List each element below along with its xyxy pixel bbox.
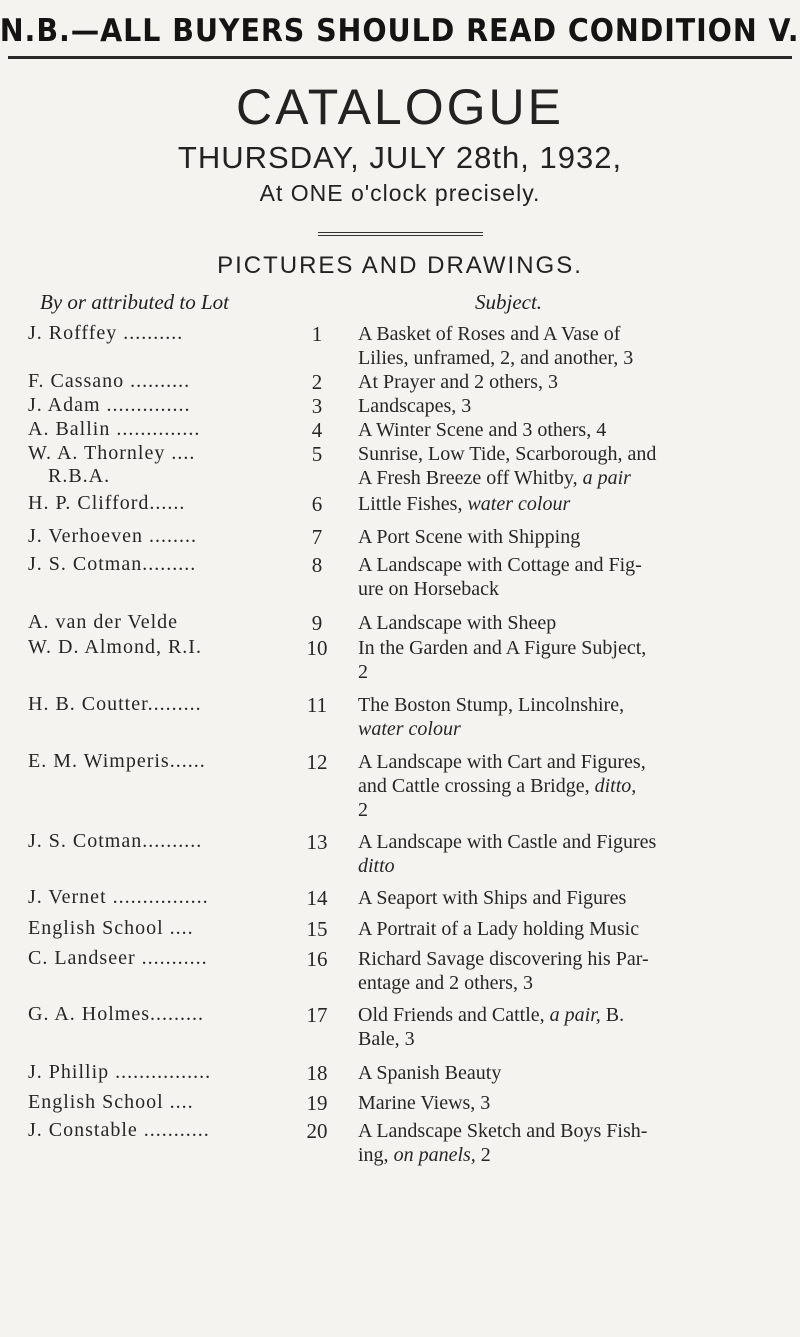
lot-artist: J. Rofffey .......... [28, 322, 184, 344]
lot-number: 10 [306, 636, 328, 660]
lot-subject [358, 1061, 790, 1085]
lot-subject-line: water colour [358, 718, 461, 740]
lot-number: 15 [306, 917, 328, 941]
section-title: PICTURES AND DRAWINGS. [217, 252, 583, 279]
lot-number: 4 [311, 418, 323, 442]
lot-subject-line [358, 492, 790, 516]
subject-text: Old Friends and Cattle, [358, 1004, 550, 1026]
lot-artist: A. Ballin .............. [28, 418, 201, 440]
lot-artist: G. A. Holmes......... [28, 1003, 204, 1025]
lot-artist: J. Vernet ................ [28, 886, 209, 908]
lot-subject-line: Lilies, unframed, 2, and another, 3 [358, 347, 634, 369]
lot-subject [358, 322, 790, 370]
subject-text: ing, [358, 1144, 394, 1166]
lot-artist: E. M. Wimperis...... [28, 750, 206, 772]
lot-subject [358, 1091, 790, 1115]
lot-subject-line: entage and 2 others, 3 [358, 972, 533, 994]
subject-text: and Cattle crossing a Bridge, [358, 775, 595, 797]
lot-number: 18 [306, 1061, 328, 1085]
sale-time: At ONE o'clock precisely. [259, 180, 541, 206]
lot-subject [358, 394, 790, 418]
lot-subject [358, 693, 790, 741]
lot-subject-line: At Prayer and 2 others, 3 [358, 371, 558, 393]
lot-artist: H. B. Coutter......... [28, 693, 202, 715]
subject-italic: a pair, [549, 1004, 601, 1026]
lot-subject-line: A Seaport with Ships and Figures [358, 887, 627, 909]
lot-artist: English School .... [28, 917, 194, 939]
lot-subject-line: Sunrise, Low Tide, Scarborough, and [358, 443, 657, 465]
lot-subject [358, 917, 790, 941]
subject-column-heading: Subject. [475, 290, 543, 314]
lot-subject-line [358, 1143, 790, 1167]
lot-subject-line: A Landscape with Castle and Figures [358, 831, 657, 853]
lot-subject [358, 370, 790, 394]
lot-subject-line: In the Garden and A Figure Subject, [358, 637, 647, 659]
lot-artist: F. Cassano .......... [28, 370, 191, 392]
lot-subject-line: 2 [358, 799, 368, 821]
lot-subject-line: A Basket of Roses and A Vase of [358, 323, 621, 345]
lot-number: 1 [311, 322, 323, 346]
lot-subject-line: A Spanish Beauty [358, 1062, 502, 1084]
lot-artist: J. Constable ........... [28, 1119, 210, 1141]
lot-artist: H. P. Clifford...... [28, 492, 186, 514]
lot-number: 14 [306, 886, 328, 910]
subject-text: 2 [475, 1144, 491, 1166]
lot-artist: J. Phillip ................ [28, 1061, 212, 1083]
lot-subject [358, 611, 790, 635]
lot-number: 19 [306, 1091, 328, 1115]
lot-number: 7 [311, 525, 323, 549]
lot-column-label: Lot [201, 290, 230, 314]
lot-subject-line: ure on Horseback [358, 578, 500, 600]
lot-number: 9 [311, 611, 323, 635]
lot-subject-line [358, 774, 790, 798]
lot-number: 13 [306, 830, 328, 854]
lot-subject [358, 418, 790, 442]
lot-artist: J. S. Cotman......... [28, 553, 197, 575]
lot-number: 8 [311, 553, 323, 577]
lot-subject [358, 1003, 790, 1051]
lot-artist: C. Landseer ........... [28, 947, 208, 969]
lot-subject-line: A Landscape with Cart and Figures, [358, 751, 646, 773]
lot-subject-line: A Portrait of a Lady holding Music [358, 918, 640, 940]
lot-subject [358, 750, 790, 822]
lot-artist-line: R.B.A. [48, 465, 111, 487]
condition-notice: N.B.—ALL BUYERS SHOULD READ CONDITION V. [0, 13, 800, 49]
lot-subject [358, 553, 790, 601]
lot-subject-line [358, 466, 790, 490]
lot-subject-line: Marine Views, 3 [358, 1092, 491, 1114]
lot-artist [28, 442, 195, 488]
subject-text: A Fresh Breeze off Whitby, [358, 467, 583, 489]
lot-number: 17 [306, 1003, 328, 1027]
lot-artist: A. van der Velde [28, 611, 179, 633]
lot-subject [358, 492, 790, 516]
lot-subject-line: A Landscape with Cottage and Fig- [358, 554, 642, 576]
lot-subject-line: Bale, 3 [358, 1028, 415, 1050]
lot-subject [358, 886, 790, 910]
subject-italic: a pair [582, 467, 631, 489]
lot-subject-line: A Port Scene with Shipping [358, 526, 581, 548]
lot-subject-line: The Boston Stump, Lincolnshire, [358, 694, 625, 716]
lot-artist: W. D. Almond, R.I. [28, 636, 202, 658]
lot-number: 5 [311, 442, 323, 466]
subject-italic: ditto, [594, 775, 637, 797]
lot-subject [358, 1119, 790, 1167]
lot-artist: J. S. Cotman.......... [28, 830, 203, 852]
lot-number: 11 [306, 693, 328, 717]
lot-artist-line: W. A. Thornley .... [28, 442, 196, 464]
artist-column-label: By or attributed to [40, 290, 196, 314]
subject-text: B. [600, 1004, 625, 1026]
lot-number: 20 [306, 1119, 328, 1143]
lot-number: 12 [306, 750, 328, 774]
subject-italic: on panels, [393, 1144, 476, 1166]
sale-date: THURSDAY, JULY 28th, 1932, [177, 140, 623, 175]
lot-subject-line: A Landscape Sketch and Boys Fish- [358, 1120, 648, 1142]
lot-number: 3 [311, 394, 323, 418]
lot-subject [358, 947, 790, 995]
lot-subject-line: 2 [358, 661, 368, 683]
lot-artist: J. Verhoeven ........ [28, 525, 197, 547]
lot-subject-line [358, 1003, 790, 1027]
lot-number: 16 [306, 947, 328, 971]
lot-artist: English School .... [28, 1091, 194, 1113]
lot-artist: J. Adam .............. [28, 394, 191, 416]
lot-subject-line: Richard Savage discovering his Par- [358, 948, 649, 970]
lot-subject-line: A Landscape with Sheep [358, 612, 557, 634]
lot-subject-line: A Winter Scene and 3 others, 4 [358, 419, 607, 441]
lot-subject-line: ditto [358, 855, 395, 877]
lot-subject [358, 830, 790, 878]
subject-italic: water colour [467, 493, 571, 515]
lot-subject-line: Landscapes, 3 [358, 395, 472, 417]
catalogue-title: CATALOGUE [236, 79, 564, 135]
lot-subject [358, 525, 790, 549]
subject-text: Little Fishes, [358, 493, 468, 515]
lot-subject [358, 442, 790, 490]
lot-number: 2 [311, 370, 323, 394]
lot-number: 6 [311, 492, 323, 516]
lot-subject [358, 636, 790, 684]
